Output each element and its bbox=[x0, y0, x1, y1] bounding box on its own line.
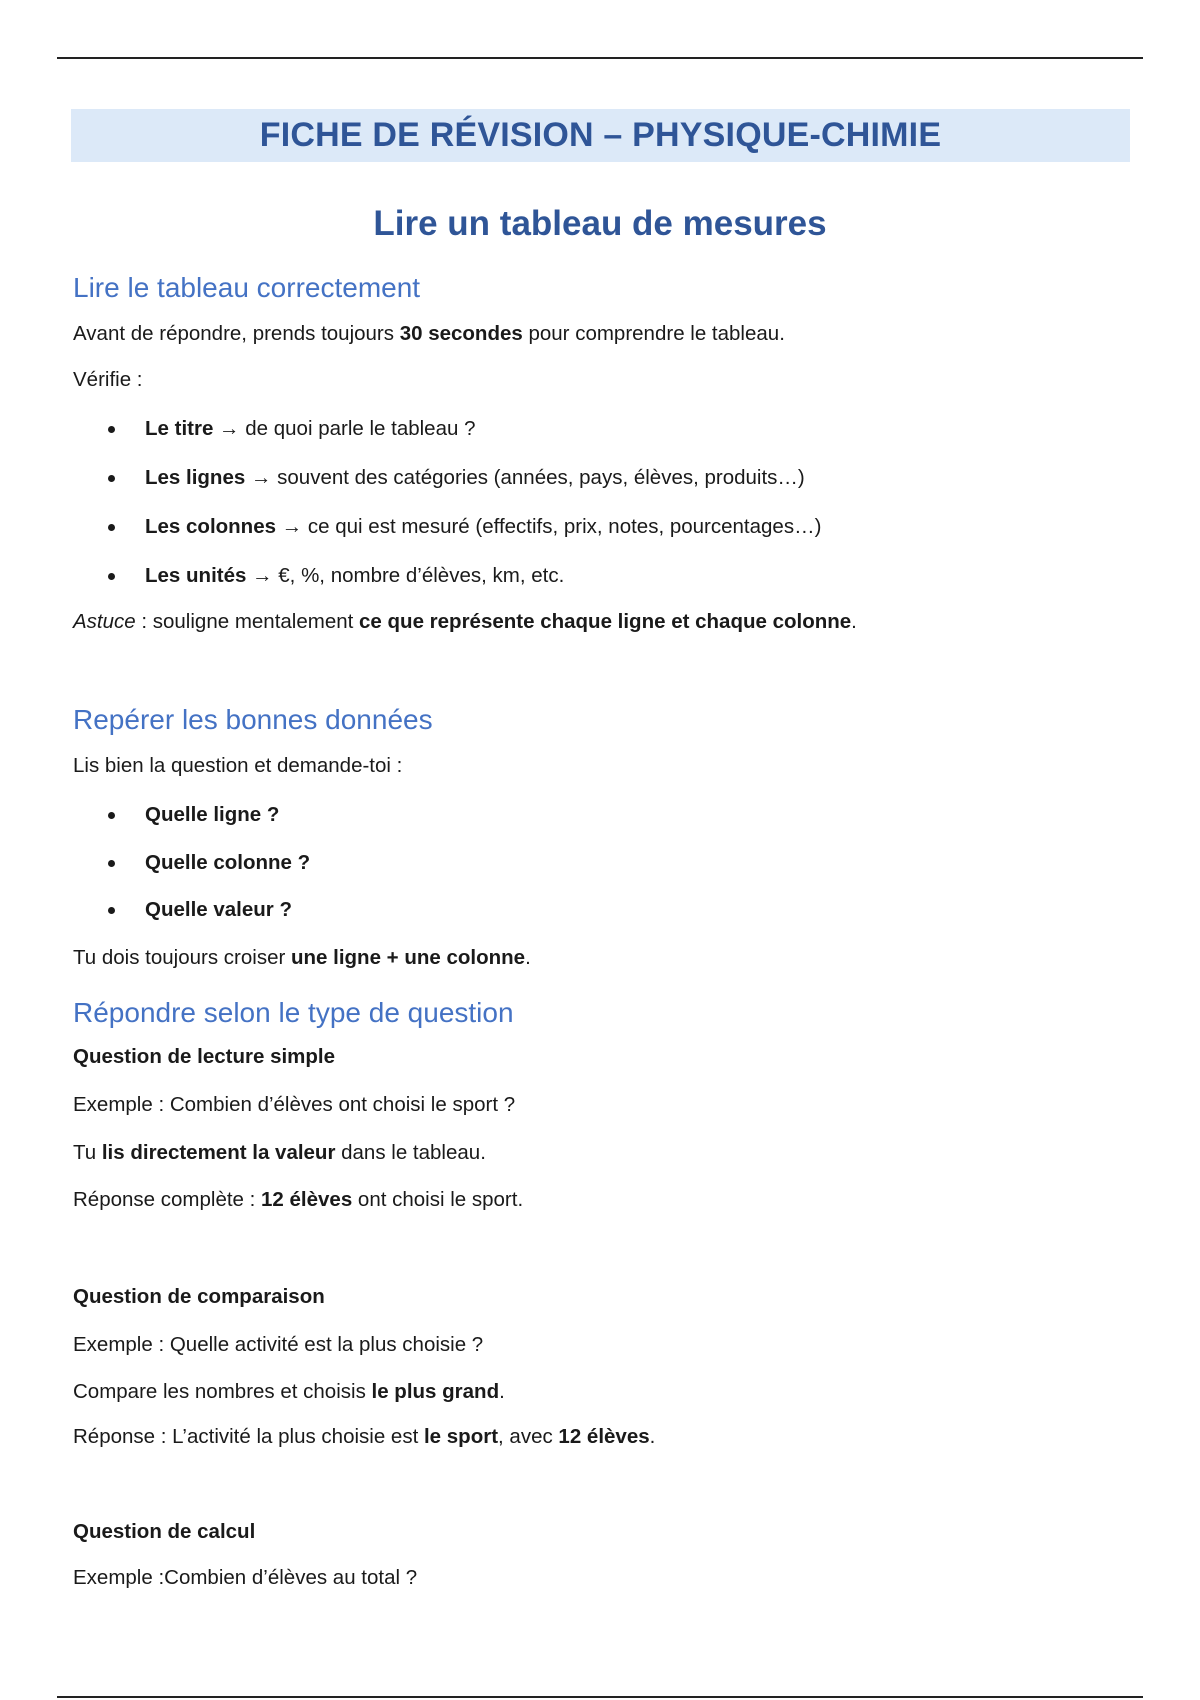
q3-title: Question de calcul bbox=[73, 1520, 256, 1543]
q2-method-after: . bbox=[499, 1380, 505, 1403]
list-item-term: Quelle colonne ? bbox=[145, 851, 311, 874]
tip-text: : souligne mentalement bbox=[135, 610, 360, 633]
q1-answer bbox=[73, 1185, 523, 1215]
q2-answer-bold: 12 élèves bbox=[558, 1425, 650, 1448]
conclusion-bold: une ligne + une colonne bbox=[291, 946, 526, 969]
list-item bbox=[145, 895, 292, 925]
q1-method-before: Tu bbox=[73, 1141, 102, 1164]
list-item-term: Les colonnes bbox=[145, 515, 277, 538]
bottom-rule bbox=[57, 1696, 1143, 1698]
question-type-title bbox=[73, 1517, 255, 1547]
list-item-desc: → ce qui est mesuré (effectifs, prix, notes, pourcentages…) bbox=[276, 515, 822, 538]
list-item-term: Les unités bbox=[145, 564, 247, 587]
q2-answer-mid: , avec bbox=[498, 1425, 559, 1448]
page-subtitle: Lire un tableau de mesures bbox=[373, 204, 827, 243]
section-heading-lire-tableau: Lire le tableau correctement bbox=[73, 272, 421, 303]
q2-answer bbox=[73, 1422, 655, 1452]
q2-answer-bold: le sport bbox=[423, 1425, 499, 1448]
list-item bbox=[145, 463, 805, 493]
bullet-icon bbox=[108, 426, 115, 433]
bullet-icon bbox=[108, 524, 115, 531]
conclusion-text: Tu dois toujours croiser bbox=[73, 946, 291, 969]
conclusion-end: . bbox=[525, 946, 531, 969]
question-type-title bbox=[73, 1282, 325, 1312]
list-item-term: Quelle valeur ? bbox=[145, 898, 292, 921]
list-item bbox=[145, 512, 821, 542]
list-item bbox=[145, 561, 564, 591]
list-item bbox=[145, 800, 279, 830]
page-title: FICHE DE RÉVISION – PHYSIQUE-CHIMIE bbox=[259, 116, 942, 154]
q2-method bbox=[73, 1377, 505, 1407]
bullet-icon bbox=[108, 860, 115, 867]
list-item-term: Les lignes bbox=[145, 466, 246, 489]
q2-answer-before: Réponse : L’activité la plus choisie est bbox=[73, 1425, 424, 1448]
q2-method-before: Compare les nombres et choisis bbox=[73, 1380, 372, 1403]
top-rule bbox=[57, 57, 1143, 59]
q3-example: Exemple :Combien d’élèves au total ? bbox=[73, 1566, 418, 1589]
title-banner bbox=[71, 109, 1130, 162]
bullet-icon bbox=[108, 907, 115, 914]
list-item-term: Le titre bbox=[145, 417, 214, 440]
list-item-term: Quelle ligne ? bbox=[145, 803, 280, 826]
tip-paragraph bbox=[73, 607, 857, 637]
q1-method bbox=[73, 1138, 486, 1168]
q1-answer-bold: 12 élèves bbox=[261, 1188, 353, 1211]
list-item bbox=[145, 414, 476, 444]
q1-title: Question de lecture simple bbox=[73, 1045, 336, 1068]
bullet-icon bbox=[108, 573, 115, 580]
intro-text-after: pour comprendre le tableau. bbox=[522, 322, 785, 345]
q1-method-bold: lis directement la valeur bbox=[101, 1141, 336, 1164]
q2-title: Question de comparaison bbox=[73, 1285, 325, 1308]
q2-answer-end: . bbox=[649, 1425, 656, 1448]
list-item-desc: → €, %, nombre d’élèves, km, etc. bbox=[246, 564, 565, 587]
q1-method-after: dans le tableau. bbox=[335, 1141, 486, 1164]
q2-example: Exemple : Quelle activité est la plus choisie ? bbox=[73, 1333, 484, 1356]
section-heading-reperer-donnees: Repérer les bonnes données bbox=[73, 704, 433, 735]
q1-answer-after: ont choisi le sport. bbox=[352, 1188, 524, 1211]
q1-answer-before: Réponse complète : bbox=[73, 1188, 262, 1211]
list-item-desc: → souvent des catégories (années, pays, élèves, produits…) bbox=[245, 466, 805, 489]
section1-intro bbox=[73, 319, 785, 349]
check-label: Vérifie : bbox=[73, 368, 143, 391]
q1-example: Exemple : Combien d’élèves ont choisi le sport ? bbox=[73, 1093, 516, 1116]
question-type-title bbox=[73, 1042, 335, 1072]
bullet-icon bbox=[108, 812, 115, 819]
bullet-icon bbox=[108, 475, 115, 482]
section2-intro: Lis bien la question et demande-toi : bbox=[73, 754, 403, 777]
intro-text-bold: 30 secondes bbox=[399, 322, 523, 345]
section-heading-repondre: Répondre selon le type de question bbox=[73, 997, 514, 1028]
tip-bold-text: ce que représente chaque ligne et chaque colonne bbox=[359, 610, 852, 633]
section2-conclusion bbox=[73, 943, 531, 973]
list-item bbox=[145, 848, 310, 878]
tip-label: Astuce bbox=[73, 610, 136, 633]
list-item-desc: → de quoi parle le tableau ? bbox=[213, 417, 476, 440]
q2-method-bold: le plus grand bbox=[371, 1380, 500, 1403]
intro-text-before: Avant de répondre, prends toujours bbox=[73, 322, 400, 345]
tip-end: . bbox=[851, 610, 857, 633]
